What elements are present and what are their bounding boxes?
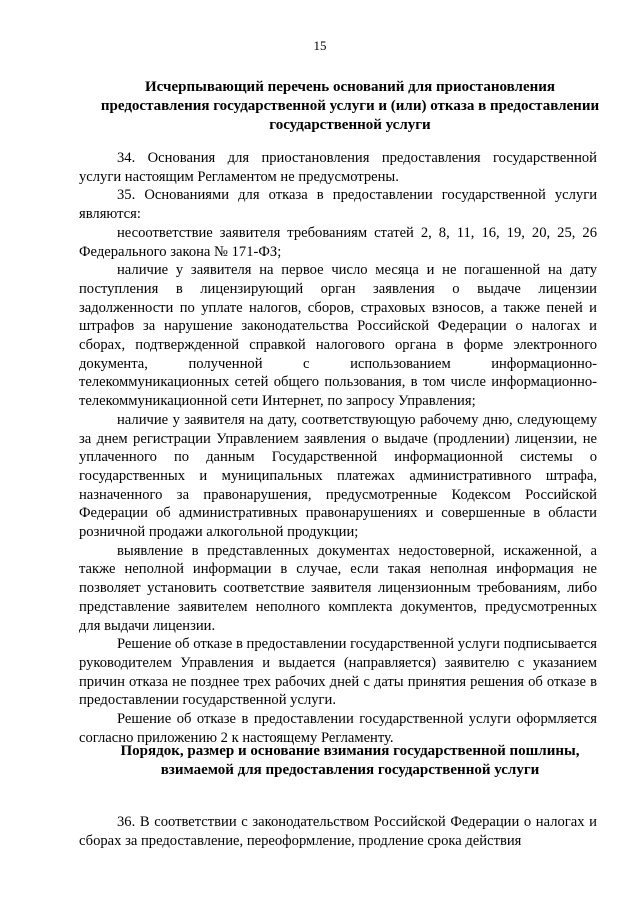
list-item-requirements-mismatch: несоответствие заявителя требованиям статей 2, 8, 11, 16, 19, 20, 25, 26 Федерального закона № 171-ФЗ;	[79, 224, 597, 260]
paragraph-35: 35. Основаниями для отказа в предоставлении государственной услуги являются:	[79, 187, 597, 223]
page-number: 15	[313, 38, 327, 53]
section-heading-refusal-grounds: Исчерпывающий перечень оснований для приостановления предоставления государственной услуги и (или) отказа в предоставлении государственной услуги	[100, 79, 600, 133]
section-body-state-fee	[79, 813, 597, 850]
paragraph-refusal-signing: Решение об отказе в предоставлении государственной услуги подписывается руководителем Управления и выдается (направляется) заявителю с указанием причин отказа не позднее трех рабочих дней с даты принятия решения об отказе в предоставлении государственной услуги.	[79, 636, 597, 709]
paragraph-refusal-form: Решение об отказе в предоставлении государственной услуги оформляется согласно приложению 2 к настоящему Регламенту.	[79, 711, 597, 746]
paragraph-36: 36. В соответствии с законодательством Российской Федерации о налогах и сборах за предоставление, переоформление, продление срока действия	[79, 814, 597, 849]
paragraph-34: 34. Основания для приостановления предоставления государственной услуги настоящим Регламентом не предусмотрены.	[79, 150, 597, 185]
list-item-unpaid-fine: наличие у заявителя на дату, соответствующую рабочему дню, следующему за днем регистрации Управлением заявления о выдаче (продлении) лицензии, не уплаченного по данным Государственной информационной системы о государственных и муниципальных платежах административного штрафа, назначенного за правонарушения, предусмотренные Кодексом Российской Федерации об административных правонарушениях и совершенные в области розничной продажи алкогольной продукции;	[79, 411, 597, 541]
list-item-tax-debt: наличие у заявителя на первое число месяца и не погашенной на дату поступления в лицензирующий орган заявления о выдаче лицензии задолженности по уплате налогов, сборов, страховых взносов, а также пеней и штрафов за нарушение законодательства Российской Федерации о налогах и сборах, подтвержденной справкой налогового органа в форме электронного документа, полученной с использованием информационно-телекоммуникационных сетей общего пользования, в том числе информационно-телекоммуникационной сети Интернет, по запросу Управления;	[79, 262, 597, 410]
section-heading-state-fee: Порядок, размер и основание взимания государственной пошлины, взимаемой для предоставления государственной услуги	[120, 743, 580, 778]
list-item-false-information: выявление в представленных документах недостоверной, искаженной, а также неполной информации в случае, если такая неполная информация не позволяет установить соответствие заявителя лицензионным требованиям, либо представление заявителем неполного комплекта документов, предусмотренных для выдачи лицензии.	[79, 542, 597, 634]
section-body-refusal-grounds	[79, 149, 597, 748]
